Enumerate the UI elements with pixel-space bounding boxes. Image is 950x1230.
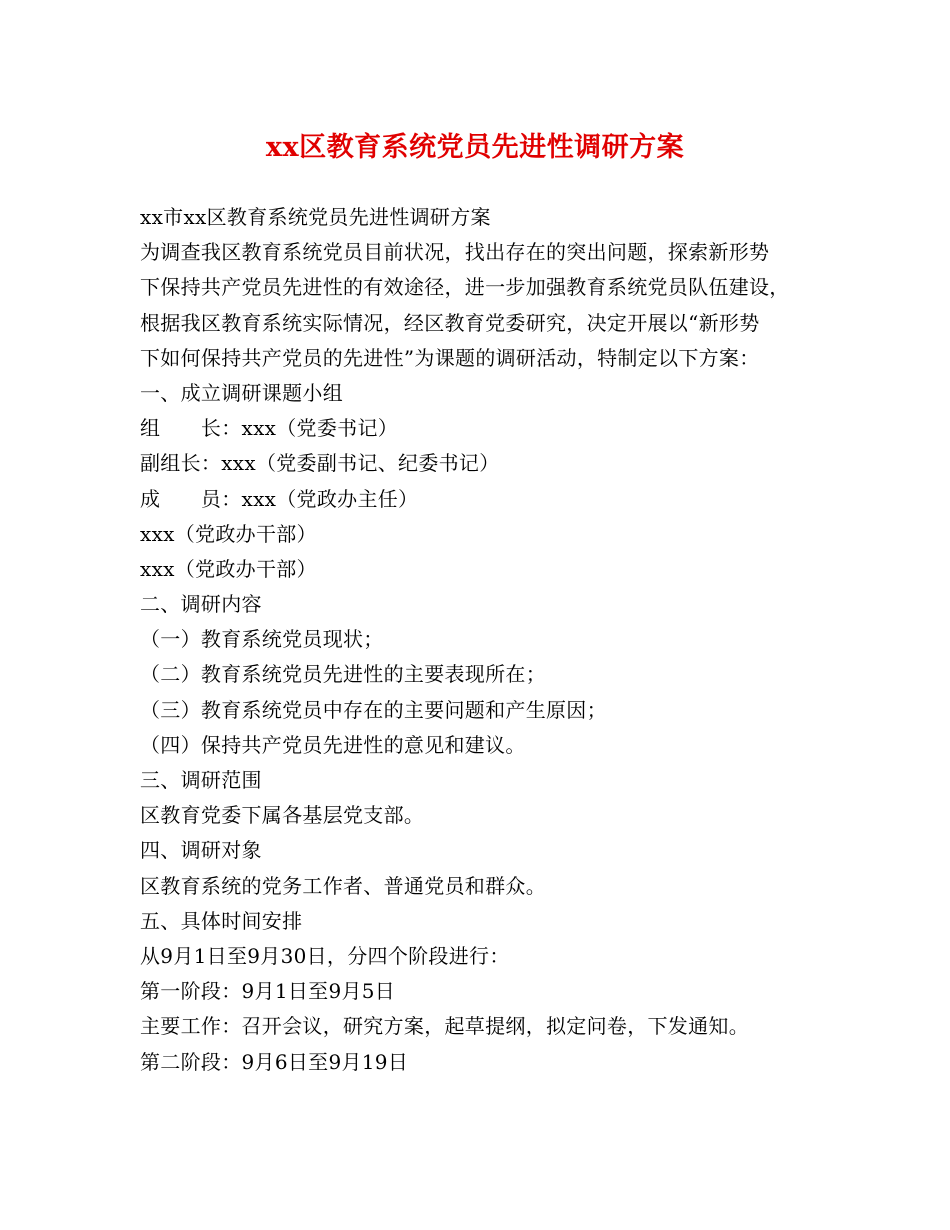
section-heading-5: 五、具体时间安排 [140,908,303,933]
phase-1-work: 主要工作：召开会议，研究方案，起草提纲，拟定问卷，下发通知。 [140,1014,749,1039]
team-deputy-leader: 副组长：xxx（党委副书记、纪委书记） [140,451,500,476]
doc-line-intro-2: 下保持共产党员先进性的有效途径，进一步加强教育系统党员队伍建设， [140,275,790,300]
doc-line-intro-1: 为调查我区教育系统党员目前状况，找出存在的突出问题，探索新形势 [140,240,770,265]
phase-2-dates: 第二阶段：9月6日至9月19日 [140,1049,409,1074]
team-member-2: xxx（党政办干部） [140,521,317,546]
target-text: 区教育系统的党务工作者、普通党员和群众。 [140,873,546,898]
doc-line-intro-3: 根据我区教育系统实际情况，经区教育党委研究，决定开展以“新形势 [140,310,760,335]
team-leader: 组 长：xxx（党委书记） [140,416,399,441]
document-body [140,200,830,1080]
doc-line-subtitle: xx市xx区教育系统党员先进性调研方案 [140,205,491,229]
phase-1-dates: 第一阶段：9月1日至9月5日 [140,979,396,1004]
content-item-1: （一）教育系统党员现状； [140,627,384,652]
section-heading-1: 一、成立调研课题小组 [140,380,343,405]
content-item-3: （三）教育系统党员中存在的主要问题和产生原因； [140,697,607,722]
content-item-4: （四）保持共产党员先进性的意见和建议。 [140,732,526,757]
scope-text: 区教育党委下属各基层党支部。 [140,803,425,828]
section-heading-2: 二、调研内容 [140,592,262,617]
content-item-2: （二）教育系统党员先进性的主要表现所在； [140,662,546,687]
doc-line-intro-4: 下如何保持共产党员的先进性”为课题的调研活动，特制定以下方案： [140,345,760,370]
team-member-3: xxx（党政办干部） [140,556,317,581]
team-member-1: 成 员：xxx（党政办主任） [140,486,419,511]
section-heading-3: 三、调研范围 [140,768,262,792]
document-title: xx区教育系统党员先进性调研方案 [265,132,685,163]
schedule-overview: 从9月1日至9月30日，分四个阶段进行： [140,943,510,968]
section-heading-4: 四、调研对象 [140,838,262,863]
